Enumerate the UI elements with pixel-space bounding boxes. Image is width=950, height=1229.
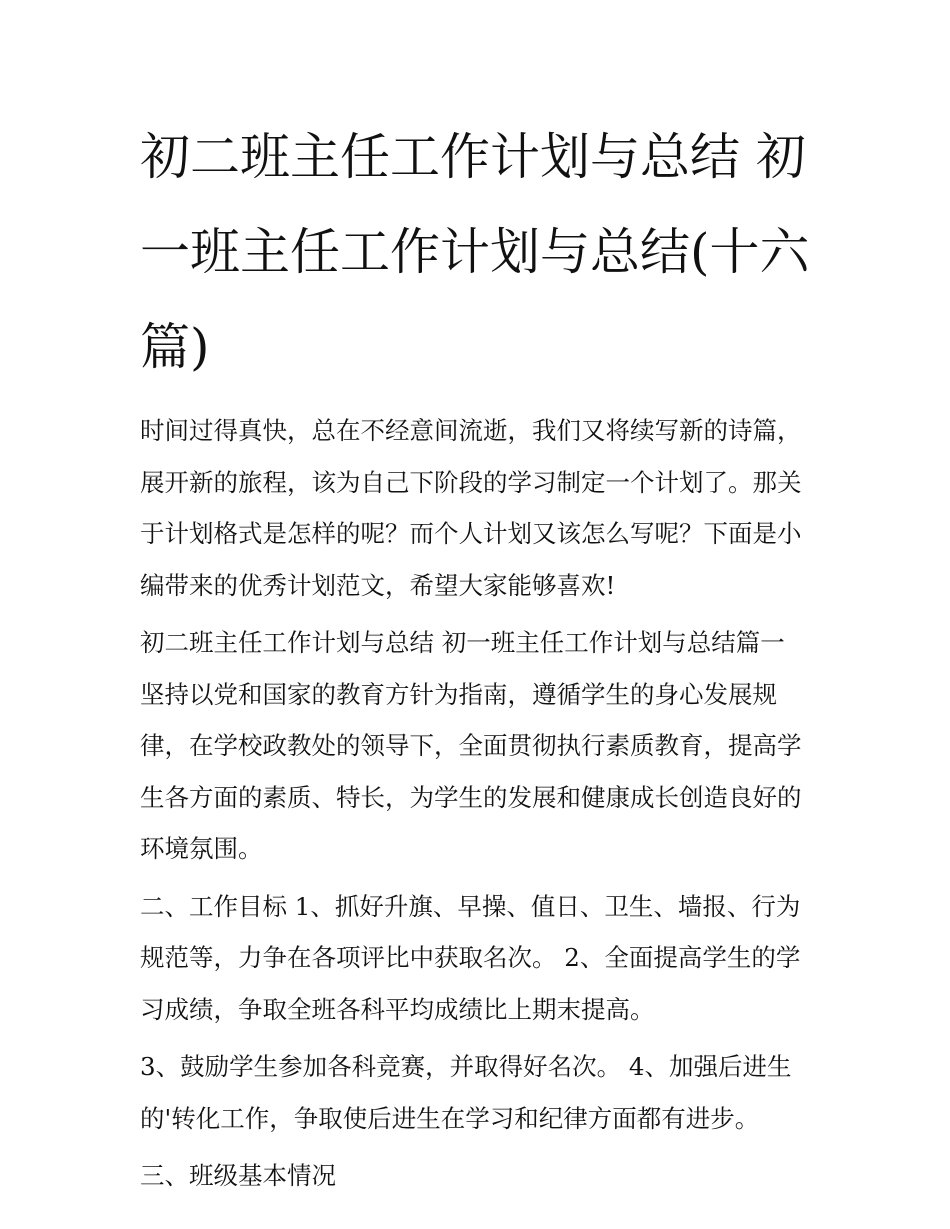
intro-paragraph: 时间过得真快，总在不经意间流逝，我们又将续写新的诗篇，展开新的旅程，该为自己下阶段的学习制定一个计划了。那关于计划格式是怎样的呢？而个人计划又该怎么写呢？下面是小编带来的优秀计划范文，希望大家能够喜欢! bbox=[140, 416, 802, 600]
document-page bbox=[140, 110, 815, 1202]
guiding-principle-paragraph: 坚持以党和国家的教育方针为指南，遵循学生的身心发展规律，在学校政教处的领导下，全面贯彻执行素质教育，提高学生各方面的素质、特长，为学生的发展和健康成长创造良好的环境氛围。 bbox=[140, 679, 802, 863]
class-situation-heading: 三、班级基本情况 bbox=[140, 1161, 336, 1190]
work-goals-continued-paragraph: 3、鼓励学生参加各科竞赛，并取得好名次。 4、加强后进生的'转化工作，争取使后进生在学习和纪律方面都有进步。 bbox=[140, 1052, 792, 1133]
work-goals-paragraph: 二、工作目标 1、抓好升旗、早操、值日、卫生、墙报、行为规范等，力争在各项评比中获取名次。 2、全面提高学生的学习成绩，争取全班各科平均成绩比上期末提高。 bbox=[140, 891, 801, 1024]
section-heading-part-one: 初二班主任工作计划与总结 初一班主任工作计划与总结篇一 bbox=[140, 628, 785, 657]
document-title: 初二班主任工作计划与总结 初一班主任工作计划与总结(十六篇) bbox=[140, 128, 810, 376]
